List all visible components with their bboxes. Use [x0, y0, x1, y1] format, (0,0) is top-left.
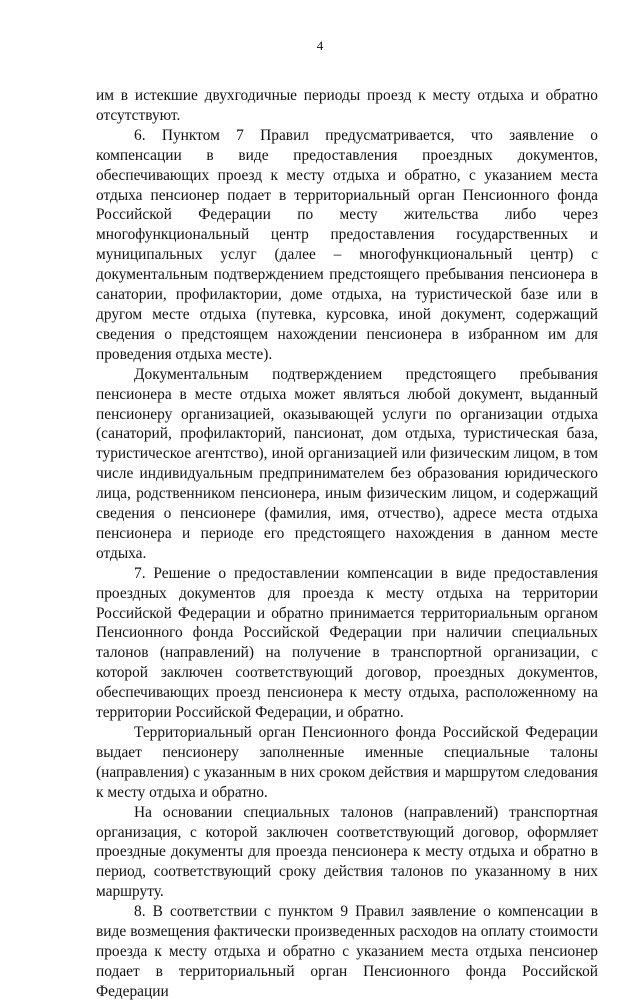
paragraph-item-7: 7. Решение о предоставлении компенсации в виде предоставления проездных документов для проезда к месту отдыха на территории Российской Федерации и обратно принимается территориальным органом Пенсионного фонда Российской Федерации при наличии специальных талонов (направлений) на получение в транспортной организации, с которой заключен соответствующий договор, проездных документов, обеспечивающих проезд пенсионера к месту отдыха, расположенному на территории Российской Федерации, и обратно.	[96, 564, 598, 722]
paragraph-continuation: им в истекшие двухгодичные периоды проезд к месту отдыха и обратно отсутствуют.	[96, 87, 598, 124]
document-body	[96, 86, 598, 1002]
paragraph-item-6: 6. Пунктом 7 Правил предусматривается, что заявление о компенсации в виде предоставления проездных документов, обеспечивающих проезд к месту отдыха и обратно, с указанием места отдыха пенсионер подает в территориальный орган Пенсионного фонда Российской Федерации по месту жительства либо через многофункциональный центр предоставления государственных и муниципальных услуг (далее – многофункциональный центр) с документальным подтверждением предстоящего пребывания пенсионера в санатории, профилактории, доме отдыха, на туристической базе или в другом месте отдыха (путевка, курсовка, иной документ, содержащий сведения о предстоящем нахождении пенсионера в избранном им для проведения отдыха месте).	[96, 126, 598, 363]
page-number: 4	[316, 38, 324, 53]
paragraph-documentary-proof: Документальным подтверждением предстоящего пребывания пенсионера в месте отдыха может являться любой документ, выданный пенсионеру организацией, оказывающей услуги по организации отдыха (санаторий, профилакторий, пансионат, дом отдыха, туристическая база, туристическое агентство), иной организацией или физическим лицом, в том числе индивидуальным предпринимателем без образования юридического лица, родственником пенсионера, иным физическим лицом, и содержащий сведения о пенсионере (фамилия, имя, отчество), адресе места отдыха пенсионера и периоде его предстоящего нахождения в данном месте отдыха.	[96, 365, 598, 562]
paragraph-item-8: 8. В соответствии с пунктом 9 Правил заявление о компенсации в виде возмещения фактически произведенных расходов на оплату стоимости проезда к месту отдыха и обратно с указанием места отдыха пенсионер подает в территориальный орган Пенсионного фонда Российской Федерации	[96, 903, 598, 1000]
paragraph-transport-org: На основании специальных талонов (направлений) транспортная организация, с которой заключен соответствующий договор, оформляет проездные документы для проезда пенсионера к месту отдыха и обратно в период, соответствующий сроку действия талонов по указанному в них маршруту.	[96, 803, 598, 901]
paragraph-talons-issued: Территориальный орган Пенсионного фонда Российской Федерации выдает пенсионеру заполненные именные специальные талоны (направления) с указанным в них сроком действия и маршрутом следования к месту отдыха и обратно.	[96, 724, 598, 801]
